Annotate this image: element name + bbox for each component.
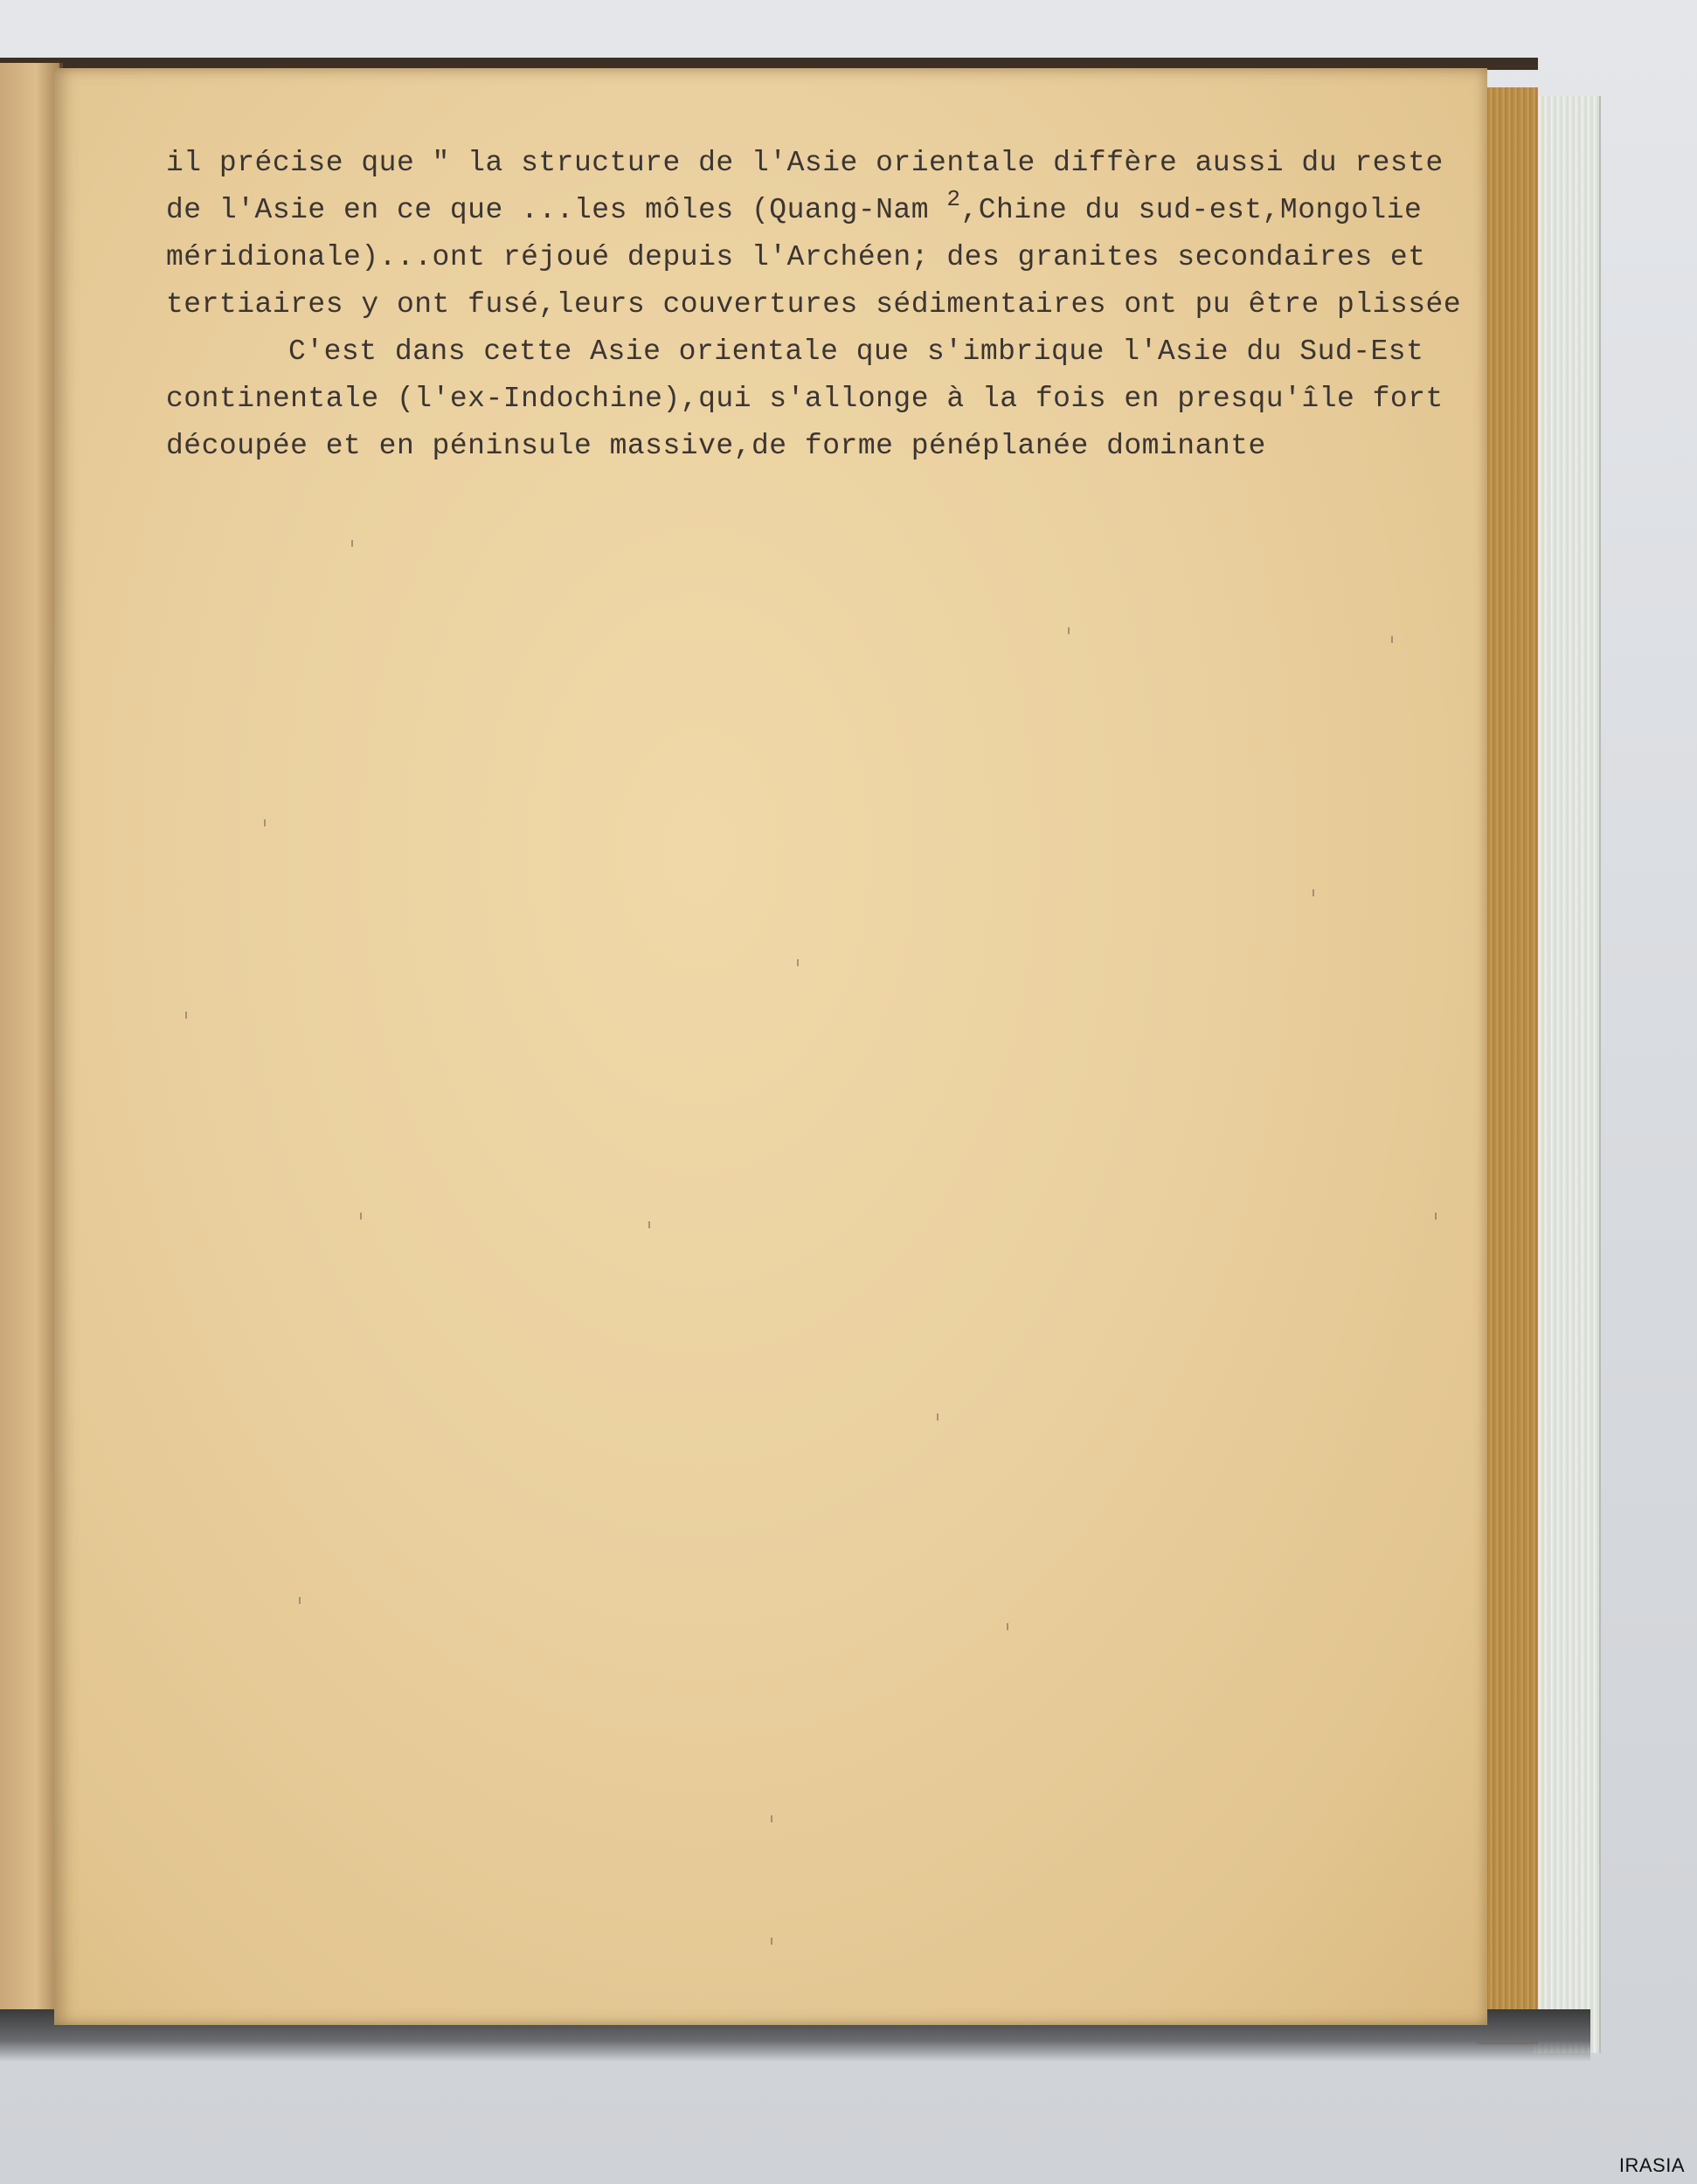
text-line — [166, 187, 1477, 234]
back-pages-edge — [1534, 96, 1601, 2053]
paper-speck — [185, 1012, 187, 1019]
paper-speck — [264, 819, 266, 826]
paper-speck — [1391, 636, 1393, 643]
watermark-label: IRASIA — [1618, 2154, 1685, 2176]
paper-speck — [299, 1597, 301, 1604]
paper-speck — [797, 959, 799, 966]
paper-speck — [1007, 1623, 1008, 1630]
paper-speck — [771, 1938, 772, 1945]
typed-text-block — [166, 140, 1477, 470]
text-line: découpée et en péninsule massive,de forme pénéplanée dominante — [166, 430, 1266, 462]
text-run: de l'Asie en ce que ...les môles (Quang-Nam — [166, 194, 947, 226]
text-line: tertiaires y ont fusé,leurs couvertures sédimentaires ont pu être plissée — [166, 288, 1462, 321]
paper-speck — [1313, 889, 1314, 896]
paper-speck — [1068, 627, 1070, 634]
paper-speck — [937, 1413, 939, 1420]
text-line: continentale (l'ex-Indochine),qui s'allonge à la fois en presqu'île fort — [166, 383, 1444, 415]
paper-speck — [1435, 1213, 1437, 1220]
text-line: il précise que " la structure de l'Asie orientale diffère aussi du reste — [166, 147, 1444, 179]
paper-speck — [351, 540, 353, 547]
text-line: méridionale)...ont réjoué depuis l'Archéen; des granites secondaires et — [166, 241, 1426, 273]
paper-speck — [360, 1213, 362, 1220]
text-run: ,Chine du sud-est,Mongolie — [960, 194, 1423, 226]
footnote-marker: 2 — [946, 186, 961, 212]
paper-speck — [648, 1221, 650, 1228]
text-line: C'est dans cette Asie orientale que s'imbrique l'Asie du Sud-Est — [288, 335, 1424, 368]
paper-speck — [771, 1815, 772, 1822]
